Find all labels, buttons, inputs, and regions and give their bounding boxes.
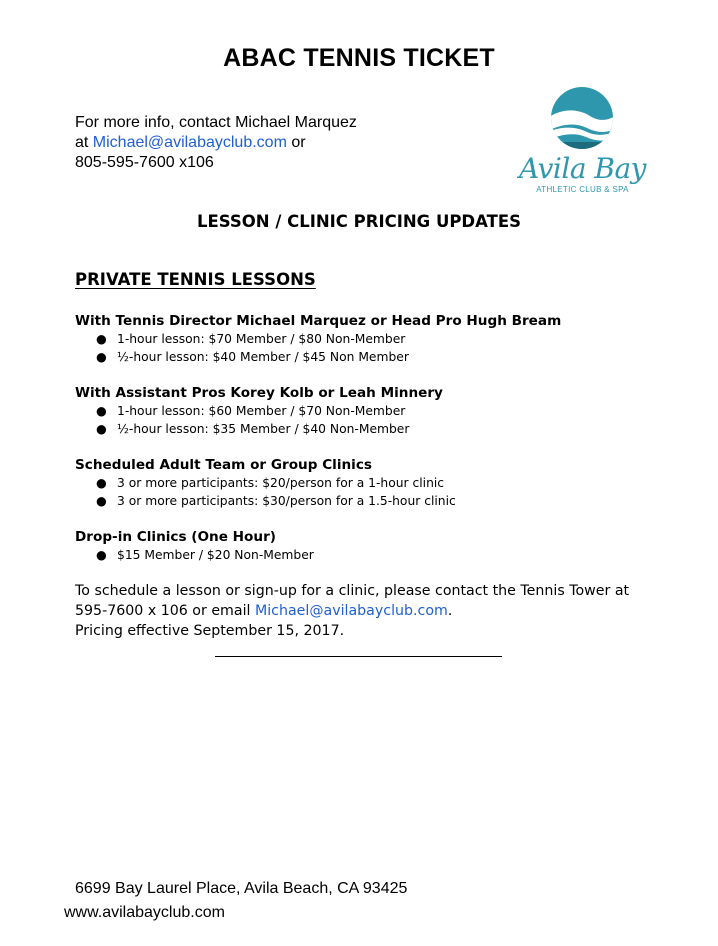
pricing-group-drop-in xyxy=(75,528,675,565)
group-list xyxy=(75,403,675,438)
pricing-effective-date: Pricing effective September 15, 2017. xyxy=(75,623,345,639)
closing-line-1: To schedule a lesson or sign-up for a clinic, please contact the Tennis Tower at xyxy=(75,583,630,599)
list-item-text: ½-hour lesson: $40 Member / $45 Non Member xyxy=(117,349,409,364)
pricing-group-director xyxy=(75,312,675,366)
list-item-text: $15 Member / $20 Non-Member xyxy=(117,548,314,562)
closing-line-2 xyxy=(75,601,629,621)
logo-name: Avila Bay xyxy=(519,152,646,185)
pricing-group-assistant xyxy=(75,384,675,438)
bullet-icon: ● xyxy=(96,349,107,364)
contact-line-2-prefix: at xyxy=(75,134,93,151)
list-item xyxy=(75,493,675,511)
group-list xyxy=(75,547,675,565)
bullet-icon: ● xyxy=(96,476,107,490)
list-item-text: ½-hour lesson: $35 Member / $40 Non-Member xyxy=(117,421,410,436)
section-heading: PRIVATE TENNIS LESSONS xyxy=(75,270,316,289)
pricing-subtitle: LESSON / CLINIC PRICING UPDATES xyxy=(196,212,522,231)
contact-line-2 xyxy=(75,133,357,153)
list-item xyxy=(75,403,675,421)
contact-block xyxy=(75,113,357,173)
group-heading: Drop-in Clinics (One Hour) xyxy=(75,529,276,545)
list-item-text: 3 or more participants: $30/person for a 1.5-hour clinic xyxy=(117,493,456,508)
pricing-groups xyxy=(75,312,675,583)
contact-line-1: For more info, contact Michael Marquez xyxy=(75,114,357,131)
divider xyxy=(215,656,502,657)
footer-website[interactable]: www.avilabayclub.com xyxy=(64,904,225,921)
contact-line-2-suffix: or xyxy=(286,134,306,151)
group-list xyxy=(75,475,675,510)
wave-emblem-icon xyxy=(515,86,650,156)
avila-bay-logo xyxy=(515,86,650,198)
group-heading: With Tennis Director Michael Marquez or Head Pro Hugh Bream xyxy=(75,313,562,329)
list-item xyxy=(75,547,675,565)
pricing-group-clinics xyxy=(75,456,675,510)
page-title: ABAC TENNIS TICKET xyxy=(223,44,495,72)
contact-phone: 805-595-7600 x106 xyxy=(75,154,214,171)
closing-email-link[interactable]: Michael@avilabayclub.com xyxy=(254,603,448,619)
closing-line-2-suffix: . xyxy=(447,603,453,619)
list-item xyxy=(75,331,675,349)
closing-line-2-prefix: 595-7600 x 106 or email xyxy=(75,603,255,619)
group-heading: With Assistant Pros Korey Kolb or Leah Minnery xyxy=(75,385,443,401)
list-item xyxy=(75,421,675,439)
list-item-text: 3 or more participants: $20/person for a 1-hour clinic xyxy=(117,476,445,490)
logo-tagline: ATHLETIC CLUB & SPA xyxy=(536,185,629,194)
bullet-icon: ● xyxy=(96,493,107,508)
bullet-icon: ● xyxy=(96,421,107,436)
list-item xyxy=(75,349,675,367)
footer-address: 6699 Bay Laurel Place, Avila Beach, CA 93425 xyxy=(75,880,408,897)
bullet-icon: ● xyxy=(96,332,107,346)
bullet-icon: ● xyxy=(96,404,107,418)
group-heading: Scheduled Adult Team or Group Clinics xyxy=(75,457,372,473)
list-item-text: 1-hour lesson: $60 Member / $70 Non-Member xyxy=(117,404,406,418)
list-item xyxy=(75,475,675,493)
contact-email-link[interactable]: Michael@avilabayclub.com xyxy=(92,134,287,151)
bullet-icon: ● xyxy=(96,548,107,562)
list-item-text: 1-hour lesson: $70 Member / $80 Non-Member xyxy=(117,332,406,346)
group-list xyxy=(75,331,675,366)
closing-paragraph xyxy=(75,581,629,641)
